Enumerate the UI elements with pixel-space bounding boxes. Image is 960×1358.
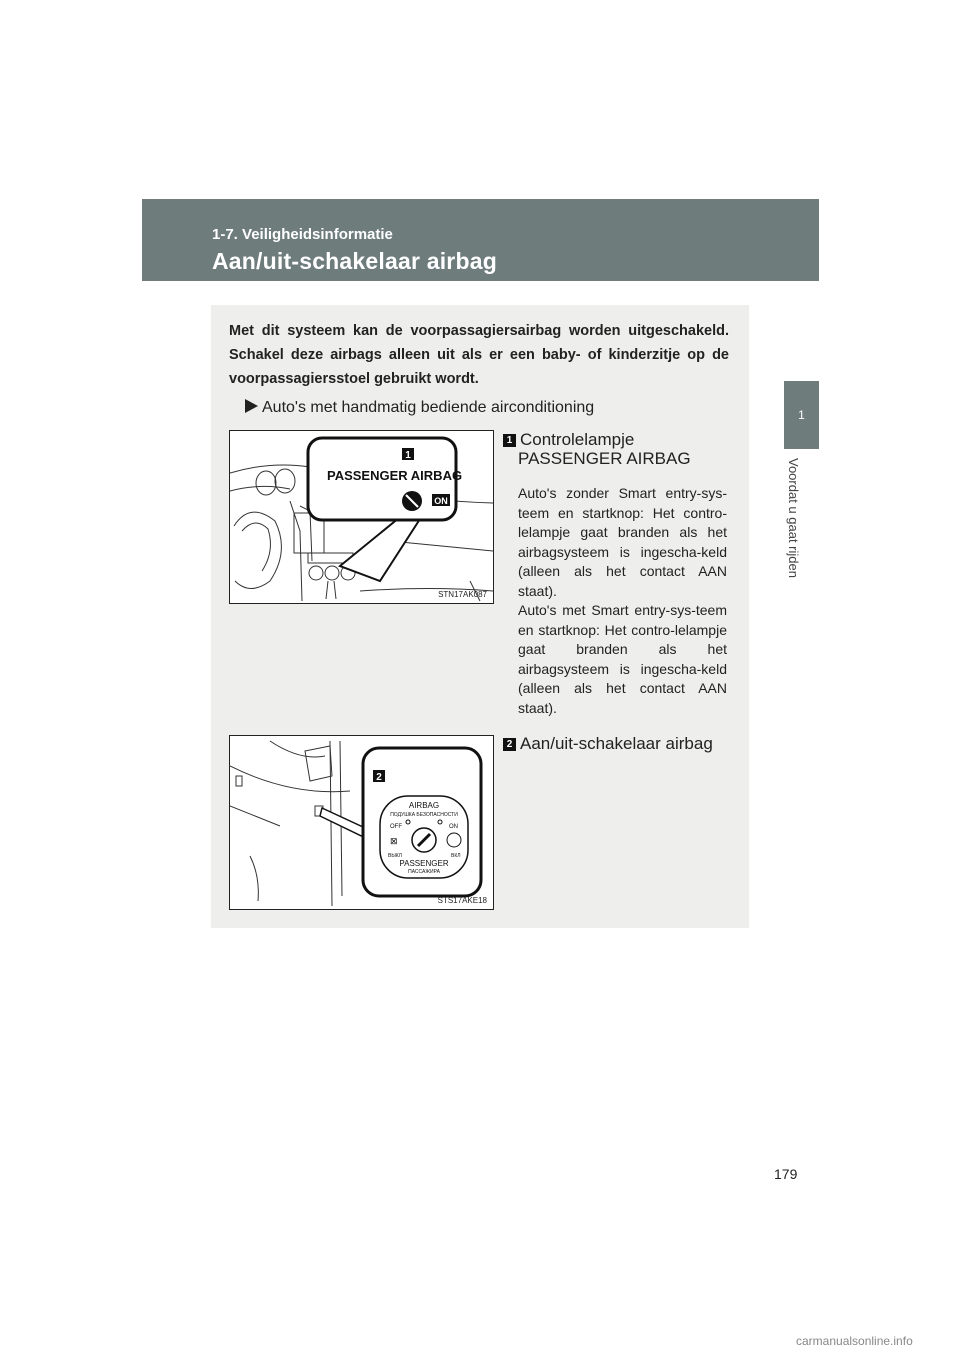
off-label-ru: ВЫКЛ xyxy=(388,853,402,859)
passenger-label: PASSENGER xyxy=(399,859,449,868)
item-2-heading xyxy=(503,732,713,755)
switch-title-ru: ПОДУШКА БЕЗОПАСНОСТИ xyxy=(390,812,458,818)
page-number: 179 xyxy=(774,1166,798,1182)
watermark: carmanualsonline.info xyxy=(796,1334,913,1348)
page-title: Aan/uit-schakelaar airbag xyxy=(212,248,497,274)
item-1-title: Controlelampje xyxy=(520,430,635,449)
figure1-code: STN17AK087 xyxy=(438,590,487,599)
item-1-paragraph-2: Auto's met Smart entry-sys-teem en startknop: Het contro-lelampje gaat branden als het airbagsysteem is ingescha-keld (alleen als het contact AAN staat). xyxy=(518,602,727,716)
callout-number-2: 2 xyxy=(376,772,382,783)
passenger-airbag-lamp-label: PASSENGER AIRBAG xyxy=(327,468,463,483)
off-label: OFF xyxy=(390,824,402,830)
section-label: 1-7. Veiligheidsinformatie xyxy=(212,226,393,243)
on-label-ru: ВКЛ xyxy=(451,853,461,859)
figure2-code: STS17AKE18 xyxy=(437,896,487,905)
on-indicator-label: ON xyxy=(434,496,448,506)
item-1-paragraph-1: Auto's zonder Smart entry-sys-teem en startknop: Het contro-lelampje gaat branden als het airbagsysteem is ingescha-keld (alleen als het contact AAN staat). xyxy=(518,485,727,599)
on-label: ON xyxy=(449,824,458,830)
chapter-tab: 1 xyxy=(784,381,819,449)
header-band xyxy=(142,199,819,281)
child-seat-icon: ⊠ xyxy=(390,836,398,846)
item-2-title: Aan/uit-schakelaar airbag xyxy=(520,734,713,753)
item-2-number: 2 xyxy=(503,738,516,751)
item-1-subtitle: PASSENGER AIRBAG xyxy=(518,449,691,468)
variant-label: Auto's met handmatig bediende airconditioning xyxy=(262,399,595,416)
figure-indicator-lamp xyxy=(229,430,494,604)
callout-number-1: 1 xyxy=(405,450,411,461)
intro-text: Met dit systeem kan de voorpassagiersairbag worden uitgeschakeld. Schakel deze airbags alleen uit als er een baby- of kinderzitje op de voorpassagiersstoel gebruikt wordt. xyxy=(229,323,729,387)
figure-airbag-switch xyxy=(229,735,494,910)
item-1-number: 1 xyxy=(503,434,516,447)
passenger-label-ru: ПАССАЖИРА xyxy=(408,869,440,875)
variant-heading xyxy=(245,399,594,417)
item-1-heading xyxy=(503,428,634,451)
triangle-arrow-icon xyxy=(245,399,258,413)
content-panel xyxy=(211,305,749,928)
chapter-label: Voordat u gaat rijden xyxy=(786,458,801,578)
dashboard-illustration xyxy=(230,431,493,603)
switch-illustration xyxy=(230,736,493,909)
switch-title: AIRBAG xyxy=(408,801,440,810)
